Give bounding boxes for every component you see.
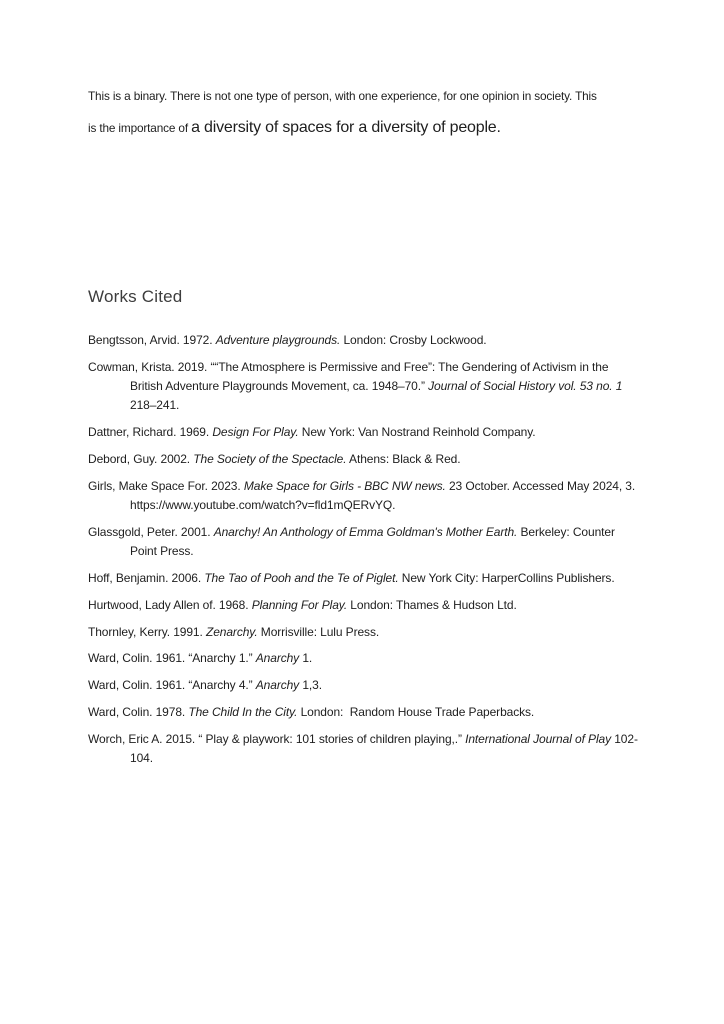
citation-text-segment: London: Random House Trade Paperbacks. — [297, 704, 535, 719]
citation-entry — [88, 423, 640, 442]
citation-italic-segment: Anarchy — [255, 678, 300, 693]
intro-paragraph — [88, 80, 640, 144]
citation-text-segment: Berkeley: Counter Point Press. — [130, 524, 619, 559]
citation-entry — [88, 730, 640, 769]
citation-text-segment: Debord, Guy. 2002. — [88, 451, 194, 466]
citation-text-segment: Hurtwood, Lady Allen of. 1968. — [88, 597, 252, 612]
citation-italic-segment: International Journal of Play — [465, 731, 611, 746]
works-cited-list — [88, 331, 640, 768]
citation-italic-segment: Zenarchy. — [205, 624, 258, 639]
citation-entry — [88, 623, 640, 642]
citation-text-segment: Ward, Colin. 1961. “Anarchy 4.” — [88, 678, 256, 693]
citation-entry — [88, 450, 640, 469]
citation-text-segment: Morrisville: Lulu Press. — [257, 624, 380, 639]
intro-line-1: This is a binary. There is not one type of person, with one experience, for one opinion in society. This — [88, 89, 597, 103]
citation-entry — [88, 596, 640, 615]
citation-text-segment: London: Crosby Lockwood. — [340, 333, 487, 347]
citation-italic-segment: The Society of the Spectacle. — [193, 451, 347, 466]
citation-text-segment: New York City: HarperCollins Publishers. — [398, 570, 615, 585]
citation-entry — [88, 331, 640, 350]
works-cited-heading: Works Cited — [88, 287, 183, 306]
citation-text-segment: Thornley, Kerry. 1991. — [88, 624, 206, 639]
citation-entry — [88, 676, 640, 695]
citation-italic-segment: Adventure playgrounds. — [215, 333, 341, 347]
citation-text-segment: 23 October. Accessed May 2024, 3. https://www.youtube.com/watch?v=fld1mQERvYQ. — [130, 478, 639, 513]
intro-line-2-normal-text: is the importance of — [88, 121, 192, 135]
citation-text-segment: Dattner, Richard. 1969. — [88, 425, 213, 440]
citation-text-segment: 102-104. — [130, 731, 638, 766]
citation-italic-segment: The Child In the City. — [188, 704, 298, 719]
citation-text-segment: Glassgold, Peter. 2001. — [88, 524, 214, 539]
citation-entry — [88, 477, 640, 516]
citation-text-segment: 1. — [299, 651, 313, 666]
citation-text-segment: Ward, Colin. 1961. “Anarchy 1.” — [88, 651, 256, 666]
citation-entry — [88, 649, 640, 668]
citation-entry — [88, 358, 640, 416]
citation-italic-segment: Anarchy! An Anthology of Emma Goldman's Mother Earth. — [213, 524, 518, 539]
citation-entry — [88, 569, 640, 588]
citation-entry — [88, 703, 640, 722]
citation-text-segment: Ward, Colin. 1978. — [88, 704, 189, 719]
citation-italic-segment: Planning For Play. — [251, 597, 348, 612]
citation-text-segment: 218–241. — [130, 379, 626, 413]
citation-italic-segment: The Tao of Pooh and the Te of Piglet. — [204, 570, 399, 585]
citation-italic-segment: Journal of Social History vol. 53 no. 1 — [428, 379, 623, 394]
citation-text-segment: London: Thames & Hudson Ltd. — [347, 597, 517, 612]
citation-italic-segment: Design For Play. — [212, 425, 299, 440]
citation-text-segment: Cowman, Krista. 2019. ““The Atmosphere is Permissive and Free”: The Gendering of Activism in the British Adventure Playgrounds Movement, ca. 1948–70.” — [88, 359, 612, 394]
citation-text-segment: Worch, Eric A. 2015. “ Play & playwork: 101 stories of children playing,.” — [88, 731, 466, 746]
intro-line-2-emphasis-text: a diversity of spaces for a diversity of people. — [191, 119, 501, 136]
citation-text-segment: Girls, Make Space For. 2023. — [88, 478, 244, 493]
citation-text-segment: New York: Van Nostrand Reinhold Company. — [298, 425, 536, 440]
citation-entry — [88, 523, 640, 562]
citation-text-segment: Athens: Black & Red. — [346, 451, 461, 466]
citation-text-segment: 1,3. — [299, 678, 322, 693]
citation-italic-segment: Anarchy — [255, 651, 300, 666]
citation-text-segment: Hoff, Benjamin. 2006. — [88, 570, 205, 585]
citation-text-segment: Bengtsson, Arvid. 1972. — [88, 333, 216, 347]
citation-italic-segment: Make Space for Girls - BBC NW news. — [243, 478, 446, 493]
